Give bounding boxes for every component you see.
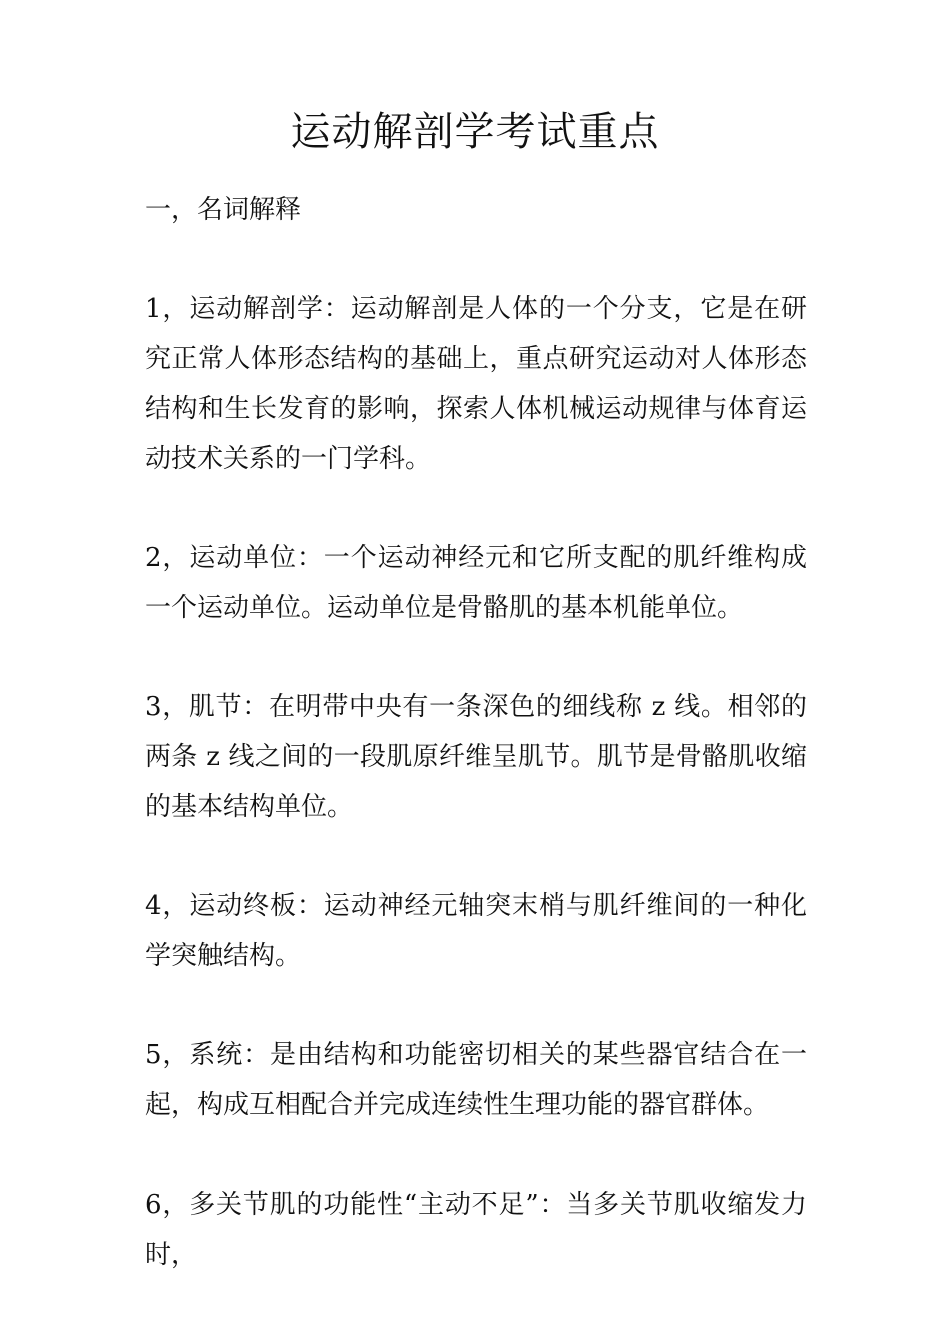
definition-entry-2: 2，运动单位：一个运动神经元和它所支配的肌纤维构成一个运动单位。运动单位是骨骼肌的基本机能单位。: [145, 543, 807, 623]
definition-entry-4: 4，运动终板：运动神经元轴突末梢与肌纤维间的一种化学突触结构。: [145, 891, 807, 971]
definition-entry-5: 5，系统：是由结构和功能密切相关的某些器官结合在一起，构成互相配合并完成连续性生理功能的器官群体。: [145, 1040, 807, 1120]
section-heading: 一，名词解释: [145, 195, 302, 225]
document-title: 运动解剖学考试重点: [290, 109, 660, 155]
definition-entry-3: 3，肌节：在明带中央有一条深色的细线称 z 线。相邻的两条 z 线之间的一段肌原纤维呈肌节。肌节是骨骼肌收缩的基本结构单位。: [145, 692, 807, 822]
definition-entry-6: 6，多关节肌的功能性“主动不足”：当多关节肌收缩发力时，: [145, 1190, 807, 1270]
definition-entry-1: 1，运动解剖学：运动解剖是人体的一个分支，它是在研究正常人体形态结构的基础上，重点研究运动对人体形态结构和生长发育的影响，探索人体机械运动规律与体育运动技术关系的一门学科。: [145, 294, 807, 474]
